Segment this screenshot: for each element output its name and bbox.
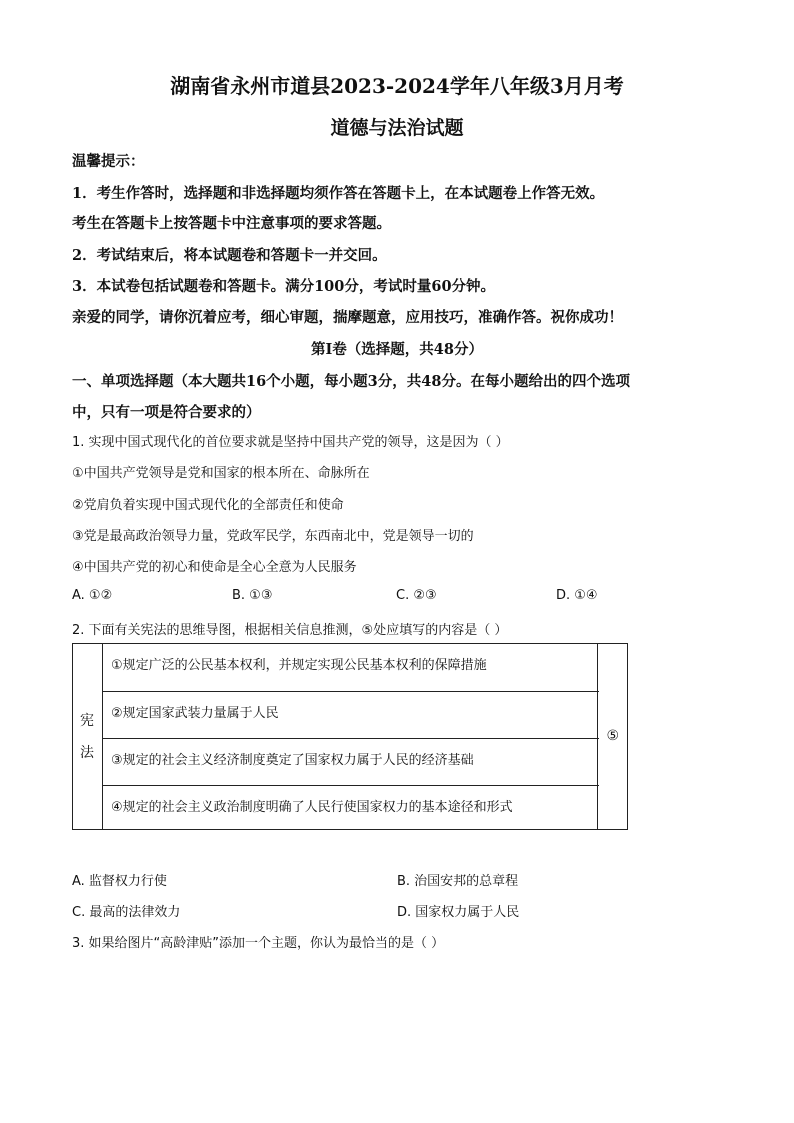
mind-map-row-2: ②规定国家武装力量属于人民 (103, 691, 599, 738)
constitution-mind-map (72, 643, 628, 830)
section-instruction-1: 一、单项选择题（本大题共16个小题，每小题3分，共48分。在每小题给出的四个选项 (72, 373, 630, 390)
exam-subtitle: 道德与法治试题 (330, 117, 464, 139)
mind-map-row-1: ①规定广泛的公民基本权利，并规定实现公民基本权利的保障措施 (111, 658, 487, 673)
q1-statement-1: ①中国共产党领导是党和国家的根本所在、命脉所在 (72, 466, 370, 481)
q2-stem: 2. 下面有关宪法的思维导图，根据相关信息推测，⑤处应填写的内容是（ ） (72, 623, 508, 638)
section-instruction-2: 中，只有一项是符合要求的） (72, 404, 261, 421)
tip-line-4: 3．本试卷包括试题卷和答题卡。满分100分，考试时量60分钟。 (72, 278, 496, 295)
q1-statement-3: ③党是最高政治领导力量，党政军民学，东西南北中，党是领导一切的 (72, 529, 474, 544)
q2-option-d: D. 国家权力属于人民 (397, 905, 520, 920)
q1-statement-2: ②党肩负着实现中国式现代化的全部责任和使命 (72, 498, 344, 513)
q2-option-b: B. 治国安邦的总章程 (397, 874, 519, 889)
q1-statement-4: ④中国共产党的初心和使命是全心全意为人民服务 (72, 560, 357, 575)
q1-option-a: A. ①② (72, 588, 113, 603)
mind-map-right-column (597, 644, 627, 829)
mind-map-row-4: ④规定的社会主义政治制度明确了人民行使国家权力的基本途径和形式 (103, 785, 599, 829)
blank-marker-5: ⑤ (606, 728, 619, 744)
tip-line-2: 考生在答题卡上按答题卡中注意事项的要求答题。 (72, 215, 391, 232)
tip-line-1: 1．考生作答时，选择题和非选择题均须作答在答题卡上，在本试题卷上作答无效。 (72, 185, 605, 202)
q1-option-d: D. ①④ (556, 588, 598, 603)
q2-option-a: A. 监督权力行使 (72, 874, 167, 889)
mind-map-row-3: ③规定的社会主义经济制度奠定了国家权力属于人民的经济基础 (103, 738, 599, 785)
q1-option-c: C. ②③ (396, 588, 437, 603)
q1-option-b: B. ①③ (232, 588, 273, 603)
tips-heading: 温馨提示： (72, 153, 145, 170)
tip-line-3: 2．考试结束后，将本试题卷和答题卡一并交回。 (72, 247, 387, 264)
tip-line-5: 亲爱的同学，请你沉着应考，细心审题，揣摩题意，应用技巧，准确作答。祝你成功！ (72, 309, 623, 326)
left-label-char-2: 法 (80, 745, 94, 761)
q1-stem: 1. 实现中国式现代化的首位要求就是坚持中国共产党的领导，这是因为（ ） (72, 435, 509, 450)
mind-map-left-column (73, 644, 103, 829)
q2-option-c: C. 最高的法律效力 (72, 905, 181, 920)
part-title: 第Ⅰ卷（选择题，共48分） (311, 341, 483, 358)
q3-stem: 3. 如果给图片“高龄津贴”添加一个主题，你认为最恰当的是（ ） (72, 936, 445, 951)
exam-title: 湖南省永州市道县2023-2024学年八年级3月月考 (170, 74, 624, 98)
left-label-char-1: 宪 (80, 713, 94, 729)
